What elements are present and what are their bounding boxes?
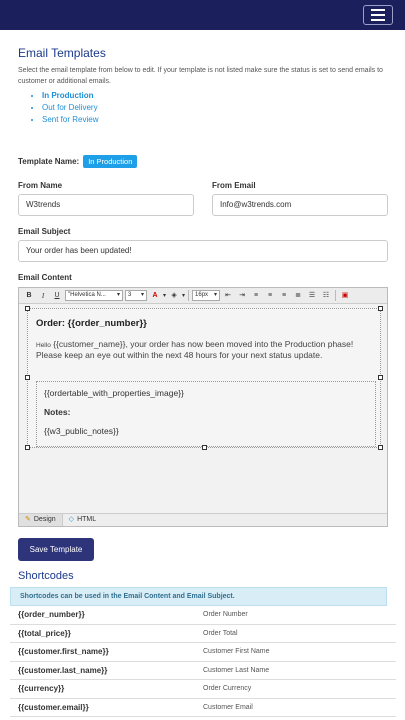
status-link-out-for-delivery[interactable]: • Out for Delivery xyxy=(42,102,98,114)
underline-button[interactable]: U xyxy=(54,291,60,299)
resize-handle[interactable] xyxy=(202,445,207,450)
align-center-icon[interactable]: ≡ xyxy=(267,291,273,299)
table-row: {{currency}} Order Currency xyxy=(10,680,396,699)
indent-icon[interactable]: ⇥ xyxy=(239,291,245,299)
intro-text: Select the email template from below to edit. If your template is not listed make sure the status is set to send emails to customer or additional emails. xyxy=(18,67,383,85)
notes-label: Notes: xyxy=(44,407,71,417)
status-badge: In Production xyxy=(83,155,137,168)
from-email-input[interactable]: Info@w3trends.com xyxy=(212,194,388,216)
shortcodes-table xyxy=(10,606,396,717)
table-row: {{customer.email}} Customer Email xyxy=(10,699,396,718)
outdent-icon[interactable]: ⇤ xyxy=(225,291,231,299)
table-row: {{customer.first_name}} Customer First Name xyxy=(10,643,396,662)
status-list xyxy=(42,90,98,126)
template-name-label: Template Name: xyxy=(18,157,80,166)
email-subject-input[interactable]: Your order has been updated! xyxy=(18,240,388,262)
table-row: {{customer.last_name}} Customer Last Name xyxy=(10,662,396,681)
resize-handle[interactable] xyxy=(25,445,30,450)
resize-handle[interactable] xyxy=(378,445,383,450)
from-name-input[interactable]: W3trends xyxy=(18,194,194,216)
bullet-list-icon[interactable]: ☰ xyxy=(308,291,316,299)
resize-handle[interactable] xyxy=(378,375,383,380)
align-left-icon[interactable]: ≡ xyxy=(253,291,259,299)
highlight-color-icon[interactable]: ◈ xyxy=(171,291,177,299)
inner-content-table[interactable] xyxy=(36,381,376,447)
rich-text-editor[interactable] xyxy=(18,287,388,527)
editor-toolbar: B I U "Helvetica N... ▾ 3 ▾ A ▾ ◈ ▾ 16px ▾ ⇤ ⇥ ≡ ≡ ≡ ≣ ☰ ☷ ▣ xyxy=(19,288,387,304)
save-template-button[interactable]: Save Template xyxy=(18,538,94,561)
italic-button[interactable]: I xyxy=(41,291,45,300)
align-right-icon[interactable]: ≡ xyxy=(281,291,287,299)
design-tab[interactable]: ✎ Design xyxy=(19,514,63,526)
resize-handle[interactable] xyxy=(378,306,383,311)
numbered-list-icon[interactable]: ☷ xyxy=(322,291,330,299)
hamburger-menu-icon[interactable] xyxy=(363,5,393,25)
hello-text: Hello xyxy=(36,342,51,349)
page-title: Email Templates xyxy=(18,46,106,60)
resize-handle[interactable] xyxy=(25,306,30,311)
code-icon: ◇ xyxy=(68,516,75,523)
email-content-label: Email Content xyxy=(18,273,72,282)
pixel-size-select[interactable]: 16px ▾ xyxy=(192,290,220,301)
bold-button[interactable]: B xyxy=(26,291,32,299)
from-name-label: From Name xyxy=(18,181,63,190)
shortcodes-title: Shortcodes xyxy=(18,570,74,582)
editor-mode-bar xyxy=(19,513,387,526)
email-subject-label: Email Subject xyxy=(18,227,71,236)
text-color-icon[interactable]: A xyxy=(152,291,158,299)
body-text xyxy=(36,339,372,361)
order-table-placeholder: {{ordertable_with_properties_image}} xyxy=(44,388,184,398)
pencil-icon: ✎ xyxy=(25,516,31,523)
from-email-label: From Email xyxy=(212,181,256,190)
shortcodes-info: Shortcodes can be used in the Email Content and Email Subject. xyxy=(10,587,387,606)
editor-content-area[interactable] xyxy=(27,308,381,448)
status-link-in-production[interactable]: • In Production xyxy=(42,90,98,102)
table-row: {{total_price}} Order Total xyxy=(10,625,396,644)
body-message: {{customer_name}}, your order has now been moved into the Production phase! Please keep an eye out within the next 48 hours for your next status update. xyxy=(36,339,354,361)
table-row: {{order_number}} Order Number xyxy=(10,606,396,625)
resize-handle[interactable] xyxy=(25,375,30,380)
status-link-sent-for-review[interactable]: • Sent for Review xyxy=(42,114,98,126)
font-family-select[interactable]: "Helvetica N... ▾ xyxy=(65,290,123,301)
order-number-line: Order: {{order_number}} xyxy=(36,318,147,329)
top-navbar xyxy=(0,0,405,30)
insert-image-icon[interactable]: ▣ xyxy=(341,291,349,299)
template-name-row xyxy=(18,155,137,168)
html-tab[interactable]: ◇ HTML xyxy=(63,514,102,526)
font-size-select[interactable]: 3 ▾ xyxy=(125,290,147,301)
justify-icon[interactable]: ≣ xyxy=(295,291,301,299)
notes-placeholder: {{w3_public_notes}} xyxy=(44,426,119,436)
